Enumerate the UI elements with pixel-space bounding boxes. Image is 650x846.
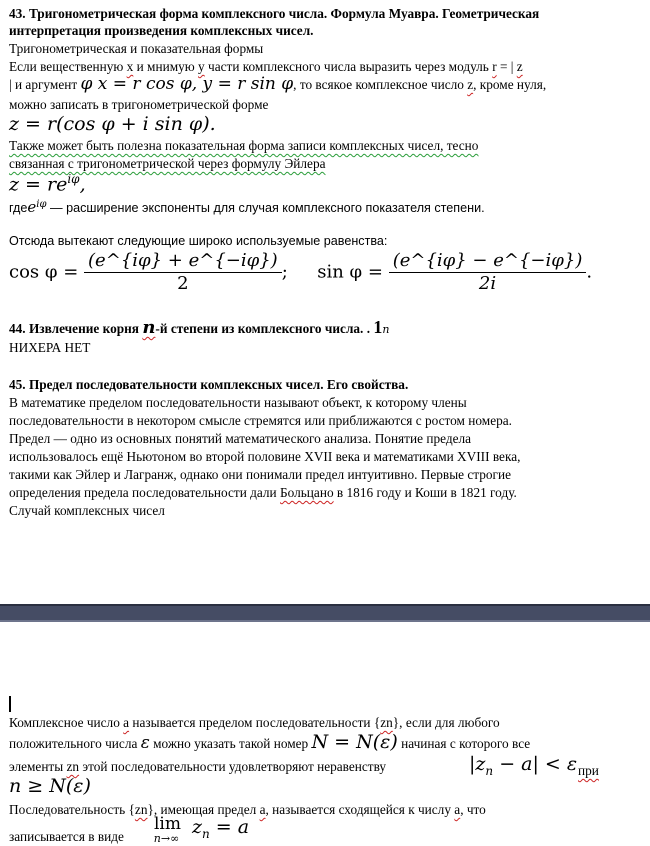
sin-lhs: sin φ = — [317, 261, 383, 283]
text-run: можно указать такой номер — [149, 736, 312, 751]
paragraph-line — [578, 762, 599, 780]
text-run: Если вещественную — [9, 59, 127, 74]
cos-denominator: 2 — [177, 273, 189, 294]
paragraph-line: Предел — одно из основных понятий математического анализа. Понятие предела — [9, 431, 472, 446]
paragraph-line: использовалось ещё Ньютоном во второй половине XVII века и математиками XVIII века, — [9, 449, 521, 464]
text-run: части комплексного числа выразить через модуль — [204, 59, 493, 74]
paragraph-line — [9, 75, 546, 94]
variable-z: z — [516, 59, 523, 74]
inequality-formula — [469, 753, 577, 778]
sin-denominator: 2i — [478, 273, 497, 294]
paragraph-line — [9, 155, 326, 173]
word-pri: при — [578, 763, 599, 778]
section-44-heading — [9, 318, 389, 339]
sin-numerator: (e^{iφ} − e^{−iφ}) — [389, 250, 587, 273]
paragraph-line: записывается в виде — [9, 829, 124, 844]
text-run: называется пределом последовательности { — [129, 715, 381, 730]
section-43-heading-line1: 43. Тригонометрическая форма комплексного числа. Формула Муавра. Геометрическая — [9, 6, 540, 21]
text-run: , кроме нуля, — [473, 77, 547, 92]
paragraph-line: Случай комплексных чисел — [9, 503, 165, 518]
limit-formula — [192, 816, 249, 841]
variable-epsilon: ε — [140, 733, 150, 753]
text-run: }, имеющая предел — [147, 802, 260, 817]
euler-identities-formula — [9, 250, 592, 295]
variable-y: y — [198, 59, 205, 74]
limit-operator — [154, 816, 181, 845]
section-43-subtitle: Тригонометрическая и показательная формы — [9, 41, 264, 56]
text-run: 44. Извлечение корня — [9, 321, 143, 336]
page-break — [0, 604, 650, 622]
text-run: Комплексное число — [9, 715, 124, 730]
formula-n: n — [382, 323, 390, 336]
formula-run: − a| < ε — [493, 753, 578, 775]
exponential-form-formula — [9, 172, 86, 195]
paragraph-line: Отсюда вытекают следующие широко используемые равенства: — [9, 234, 388, 248]
text-run: где — [9, 201, 28, 215]
variable-x: x — [126, 59, 134, 74]
cos-fraction — [84, 250, 282, 295]
trigonometric-form-formula: z = r(cos φ + i sin φ). — [9, 113, 216, 135]
text-run: Последовательность { — [9, 802, 135, 817]
polar-coordinates-formula: φ x = r cos φ, y = r sin φ — [80, 74, 294, 94]
variable-a: a — [454, 802, 461, 817]
variable-n: n — [142, 317, 156, 338]
text-run: }, если для любого — [392, 715, 500, 730]
text-run: Также может быть полезна показательная форма записи комплексных чисел, тесно — [9, 138, 479, 153]
name-bolzano: Больцано — [280, 485, 334, 500]
paragraph-line — [9, 714, 500, 732]
formula-one: 1 — [373, 317, 383, 337]
text-run: в 1816 году и Коши в 1821 году. — [333, 485, 517, 500]
text-run: , что — [460, 802, 486, 817]
lim-text: lim — [154, 814, 181, 834]
text-run: этой последовательности удовлетворяют неравенству — [79, 759, 387, 774]
variable-a: a — [123, 715, 130, 730]
variable-a: a — [259, 802, 266, 817]
variable-z: z — [467, 77, 474, 92]
section-44-body: НИХЕРА НЕТ — [9, 340, 91, 355]
paragraph-line: можно записать в тригонометрической форме — [9, 97, 269, 112]
paragraph-line: такими как Эйлер и Лагранж, однако они понимали предел интуитивно. Первые строгие — [9, 467, 511, 482]
text-run: | и аргумент — [9, 77, 81, 92]
cos-lhs: cos φ = — [9, 261, 79, 283]
formula-base: z = re — [9, 173, 68, 196]
text-run: — расширение экспоненты для случая комплексного показателя степени. — [46, 201, 485, 215]
variable-r: r — [492, 59, 497, 74]
formula-subscript: n — [485, 763, 494, 778]
formula-punct: . — [586, 261, 593, 283]
formula-run: z — [192, 816, 203, 838]
paragraph-line — [9, 137, 478, 155]
paragraph-line — [9, 733, 530, 753]
lim-subscript: n→∞ — [153, 832, 180, 845]
sin-fraction — [389, 250, 587, 295]
section-45-heading: 45. Предел последовательности комплексных чисел. Его свойства. — [9, 377, 409, 392]
text-run: начиная с которого все — [397, 736, 531, 751]
variable-zn: zn — [66, 759, 80, 774]
text-run: определения предела последовательности дали — [9, 485, 280, 500]
text-run: , то всякое комплексное число — [293, 77, 468, 92]
cos-numerator: (e^{iφ} + e^{−iφ}) — [84, 250, 282, 273]
section-43-heading-line2: интерпретация произведения комплексных чисел. — [9, 23, 314, 38]
text-run: положительного числа — [9, 736, 141, 751]
paragraph-line: В математике пределом последовательности называют объект, к которому члены — [9, 395, 467, 410]
formula-e: e — [27, 198, 37, 216]
formula-exponent: iφ — [67, 172, 80, 186]
text-run: = | — [496, 59, 517, 74]
formula-subscript: n — [202, 826, 210, 841]
text-run: -й степени из комплексного числа. . — [155, 321, 374, 336]
variable-zn: zn — [134, 802, 148, 817]
paragraph-line: последовательности в некотором смысле стремятся или приближаются с ростом номера. — [9, 413, 512, 428]
formula-exponent: iφ — [36, 198, 47, 210]
text-run: и мнимую — [133, 59, 199, 74]
paragraph-line — [9, 484, 517, 502]
formula-punct: , — [79, 173, 86, 196]
text-run: элементы — [9, 759, 67, 774]
formula-run: |z — [469, 753, 486, 775]
formula-N: N = N(ε) — [311, 731, 398, 753]
paragraph-line — [9, 198, 485, 216]
paragraph-line — [9, 758, 386, 776]
formula-n-ge-N: n ≥ N(ε) — [9, 775, 91, 797]
variable-zn: zn — [380, 715, 393, 730]
text-cursor — [9, 696, 11, 712]
text-run: связанная с тригонометрической через формулу Эйлера — [9, 156, 326, 171]
text-run: , называется сходящейся к числу — [265, 802, 455, 817]
formula-run: = a — [209, 816, 250, 838]
separator: ; — [281, 261, 288, 283]
